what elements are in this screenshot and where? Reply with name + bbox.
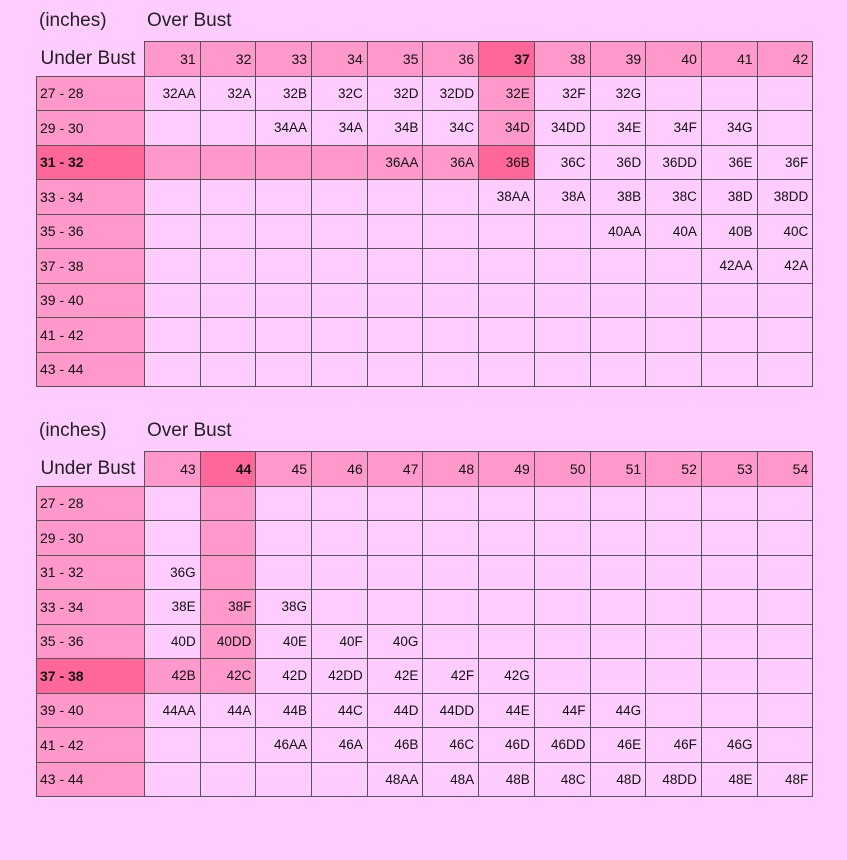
- size-cell: 46G: [701, 728, 757, 763]
- size-cell: [646, 659, 702, 694]
- under-bust-range: 37 - 38: [37, 249, 145, 284]
- size-cell: 36DD: [646, 145, 702, 180]
- table-row: [37, 283, 813, 318]
- size-cell: [534, 283, 590, 318]
- size-cell: 36D: [590, 145, 646, 180]
- size-cell: [145, 145, 201, 180]
- size-cell: [701, 318, 757, 353]
- size-cell: 46A: [312, 728, 368, 763]
- table-row: [37, 728, 813, 763]
- size-cell: [646, 590, 702, 625]
- table-row: [37, 762, 813, 797]
- size-cell: [479, 521, 535, 556]
- size-cell: [590, 590, 646, 625]
- size-cell: 32C: [312, 76, 368, 111]
- size-cell: [256, 555, 312, 590]
- over-bust-header: 36: [423, 42, 479, 77]
- size-cell: 34F: [646, 111, 702, 146]
- size-cell: [590, 249, 646, 284]
- size-cell: [479, 214, 535, 249]
- size-cell: 42G: [479, 659, 535, 694]
- size-cell: [534, 318, 590, 353]
- size-cell: [757, 590, 813, 625]
- size-cell: [145, 486, 201, 521]
- size-cell: [200, 283, 256, 318]
- size-cell: [757, 318, 813, 353]
- size-cell: 48D: [590, 762, 646, 797]
- size-cell: 34G: [701, 111, 757, 146]
- header-row: [37, 42, 813, 77]
- size-cell: [423, 180, 479, 215]
- size-cell: [646, 352, 702, 387]
- under-bust-range: 31 - 32: [37, 555, 145, 590]
- over-bust-header: 50: [534, 452, 590, 487]
- size-cell: [200, 214, 256, 249]
- size-cell: [200, 762, 256, 797]
- size-cell: 32DD: [423, 76, 479, 111]
- under-bust-range: 39 - 40: [37, 693, 145, 728]
- size-cell: 40G: [367, 624, 423, 659]
- size-cell: [200, 521, 256, 556]
- size-cell: 44G: [590, 693, 646, 728]
- size-cell: [312, 555, 368, 590]
- unit-label: (inches): [39, 420, 107, 441]
- size-cell: 36B: [479, 145, 535, 180]
- size-cell: [256, 180, 312, 215]
- size-cell: [145, 249, 201, 284]
- size-cell: [256, 352, 312, 387]
- size-cell: [479, 318, 535, 353]
- size-cell: [757, 352, 813, 387]
- over-bust-header: 31: [145, 42, 201, 77]
- under-bust-range: 37 - 38: [37, 659, 145, 694]
- size-cell: 42D: [256, 659, 312, 694]
- size-cell: [145, 521, 201, 556]
- size-cell: [479, 624, 535, 659]
- over-bust-header: 53: [701, 452, 757, 487]
- size-cell: [312, 352, 368, 387]
- size-cell: [367, 521, 423, 556]
- under-bust-range: 27 - 28: [37, 486, 145, 521]
- size-cell: [479, 249, 535, 284]
- size-cell: [757, 728, 813, 763]
- size-cell: 46DD: [534, 728, 590, 763]
- size-cell: 34E: [590, 111, 646, 146]
- size-cell: 40C: [757, 214, 813, 249]
- size-cell: [256, 318, 312, 353]
- under-bust-range: 35 - 36: [37, 624, 145, 659]
- size-cell: 48B: [479, 762, 535, 797]
- size-cell: 42DD: [312, 659, 368, 694]
- under-bust-label: Under Bust: [37, 452, 145, 487]
- size-cell: [145, 762, 201, 797]
- size-cell: 46F: [646, 728, 702, 763]
- size-cell: [590, 659, 646, 694]
- size-cell: [423, 521, 479, 556]
- size-cell: 34B: [367, 111, 423, 146]
- size-cell: [701, 76, 757, 111]
- over-bust-header: 44: [200, 452, 256, 487]
- over-bust-header: 49: [479, 452, 535, 487]
- size-cell: [757, 555, 813, 590]
- size-cell: [534, 555, 590, 590]
- size-cell: [479, 283, 535, 318]
- table-row: [37, 249, 813, 284]
- table-row: [37, 624, 813, 659]
- under-bust-range: 33 - 34: [37, 590, 145, 625]
- table-row: [37, 145, 813, 180]
- size-cell: [479, 555, 535, 590]
- size-cell: 38F: [200, 590, 256, 625]
- size-cell: 36G: [145, 555, 201, 590]
- over-bust-header: 46: [312, 452, 368, 487]
- size-cell: 48F: [757, 762, 813, 797]
- size-cell: [701, 352, 757, 387]
- size-cell: 42AA: [701, 249, 757, 284]
- unit-label: (inches): [39, 10, 107, 31]
- size-cell: [757, 76, 813, 111]
- size-cell: 42C: [200, 659, 256, 694]
- size-cell: 38AA: [479, 180, 535, 215]
- size-cell: [701, 693, 757, 728]
- under-bust-range: 41 - 42: [37, 728, 145, 763]
- over-bust-header: 39: [590, 42, 646, 77]
- size-cell: 44D: [367, 693, 423, 728]
- size-cell: [367, 318, 423, 353]
- over-bust-header: 45: [256, 452, 312, 487]
- size-cell: [646, 555, 702, 590]
- table-row: [37, 214, 813, 249]
- size-cell: [423, 318, 479, 353]
- over-bust-header: 33: [256, 42, 312, 77]
- table-row: [37, 76, 813, 111]
- size-cell: 34AA: [256, 111, 312, 146]
- under-bust-range: 27 - 28: [37, 76, 145, 111]
- size-cell: [256, 214, 312, 249]
- size-cell: [200, 555, 256, 590]
- size-cell: 32AA: [145, 76, 201, 111]
- size-cell: [757, 283, 813, 318]
- size-cell: [423, 624, 479, 659]
- size-cell: [590, 624, 646, 659]
- size-cell: 38C: [646, 180, 702, 215]
- size-cell: 32G: [590, 76, 646, 111]
- table-row: [37, 555, 813, 590]
- under-bust-range: 35 - 36: [37, 214, 145, 249]
- size-cell: 42A: [757, 249, 813, 284]
- size-cell: [534, 214, 590, 249]
- size-cell: [145, 728, 201, 763]
- size-cell: [757, 659, 813, 694]
- size-cell: [646, 624, 702, 659]
- size-cell: [757, 521, 813, 556]
- size-cell: 40B: [701, 214, 757, 249]
- size-cell: [534, 521, 590, 556]
- size-cell: 44DD: [423, 693, 479, 728]
- size-cell: [646, 283, 702, 318]
- size-cell: [423, 249, 479, 284]
- size-cell: [701, 659, 757, 694]
- size-cell: [367, 249, 423, 284]
- size-cell: 34A: [312, 111, 368, 146]
- size-cell: 36AA: [367, 145, 423, 180]
- size-cell: [701, 283, 757, 318]
- size-cell: [200, 145, 256, 180]
- size-cell: [423, 590, 479, 625]
- size-cell: 46E: [590, 728, 646, 763]
- under-bust-range: 29 - 30: [37, 521, 145, 556]
- size-cell: 44E: [479, 693, 535, 728]
- size-cell: [757, 486, 813, 521]
- size-cell: [367, 486, 423, 521]
- size-cell: [200, 318, 256, 353]
- size-cell: [646, 76, 702, 111]
- size-cell: [646, 521, 702, 556]
- under-bust-range: 31 - 32: [37, 145, 145, 180]
- size-cell: 38E: [145, 590, 201, 625]
- over-bust-header: 48: [423, 452, 479, 487]
- size-cell: [145, 352, 201, 387]
- size-cell: [367, 214, 423, 249]
- size-cell: 48E: [701, 762, 757, 797]
- size-cell: 48A: [423, 762, 479, 797]
- size-cell: [200, 111, 256, 146]
- size-cell: [590, 352, 646, 387]
- size-cell: [367, 283, 423, 318]
- size-cell: 34D: [479, 111, 535, 146]
- size-cell: 48DD: [646, 762, 702, 797]
- table-row: [37, 486, 813, 521]
- size-cell: [200, 180, 256, 215]
- size-cell: [701, 486, 757, 521]
- size-cell: 38G: [256, 590, 312, 625]
- table-row: [37, 180, 813, 215]
- size-cell: 38D: [701, 180, 757, 215]
- size-cell: [646, 249, 702, 284]
- size-cell: [367, 352, 423, 387]
- size-cell: [256, 486, 312, 521]
- size-cell: 38DD: [757, 180, 813, 215]
- size-cell: [145, 283, 201, 318]
- size-cell: 38A: [534, 180, 590, 215]
- size-cell: [367, 180, 423, 215]
- under-bust-range: 33 - 34: [37, 180, 145, 215]
- under-bust-label: Under Bust: [37, 42, 145, 77]
- size-cell: 46AA: [256, 728, 312, 763]
- size-cell: [367, 555, 423, 590]
- size-cell: 40AA: [590, 214, 646, 249]
- size-cell: 36E: [701, 145, 757, 180]
- size-cell: [200, 249, 256, 284]
- size-cell: [200, 486, 256, 521]
- over-bust-label: Over Bust: [147, 420, 232, 441]
- size-cell: [534, 352, 590, 387]
- size-cell: 32A: [200, 76, 256, 111]
- size-cell: [423, 352, 479, 387]
- size-cell: 40DD: [200, 624, 256, 659]
- over-bust-header: 47: [367, 452, 423, 487]
- size-cell: [701, 590, 757, 625]
- size-cell: [145, 214, 201, 249]
- header-row: [37, 452, 813, 487]
- size-cell: [590, 521, 646, 556]
- size-cell: [312, 590, 368, 625]
- under-bust-range: 43 - 44: [37, 762, 145, 797]
- over-bust-header: 35: [367, 42, 423, 77]
- table-row: [37, 693, 813, 728]
- size-cell: [423, 283, 479, 318]
- size-cell: [479, 486, 535, 521]
- size-cell: 40F: [312, 624, 368, 659]
- under-bust-range: 43 - 44: [37, 352, 145, 387]
- size-cell: [312, 521, 368, 556]
- size-cell: 44B: [256, 693, 312, 728]
- size-cell: [367, 590, 423, 625]
- over-bust-header: 37: [479, 42, 535, 77]
- size-cell: 32E: [479, 76, 535, 111]
- size-cell: [701, 521, 757, 556]
- size-cell: [423, 486, 479, 521]
- size-cell: [534, 590, 590, 625]
- size-cell: [312, 145, 368, 180]
- size-cell: [534, 659, 590, 694]
- size-cell: [423, 555, 479, 590]
- size-cell: 48AA: [367, 762, 423, 797]
- table-row: [37, 111, 813, 146]
- size-cell: 34C: [423, 111, 479, 146]
- over-bust-header: 54: [757, 452, 813, 487]
- size-cell: [646, 318, 702, 353]
- over-bust-header: 38: [534, 42, 590, 77]
- size-cell: [590, 283, 646, 318]
- table-row: [37, 590, 813, 625]
- over-bust-header: 32: [200, 42, 256, 77]
- size-cell: [701, 624, 757, 659]
- size-cell: [200, 728, 256, 763]
- size-cell: 32D: [367, 76, 423, 111]
- size-cell: 32B: [256, 76, 312, 111]
- size-cell: [312, 214, 368, 249]
- over-bust-header: 52: [646, 452, 702, 487]
- size-cell: [145, 318, 201, 353]
- over-bust-header: 34: [312, 42, 368, 77]
- size-cell: 40E: [256, 624, 312, 659]
- size-cell: 46D: [479, 728, 535, 763]
- table-row: [37, 521, 813, 556]
- size-cell: [590, 486, 646, 521]
- size-cell: [646, 693, 702, 728]
- size-cell: 44F: [534, 693, 590, 728]
- size-cell: [479, 590, 535, 625]
- over-bust-header: 51: [590, 452, 646, 487]
- size-cell: [534, 624, 590, 659]
- size-cell: [256, 145, 312, 180]
- table-row: [37, 659, 813, 694]
- under-bust-range: 29 - 30: [37, 111, 145, 146]
- size-cell: [312, 283, 368, 318]
- over-bust-header: 40: [646, 42, 702, 77]
- over-bust-header: 41: [701, 42, 757, 77]
- size-cell: 32F: [534, 76, 590, 111]
- size-cell: 46B: [367, 728, 423, 763]
- size-cell: 42E: [367, 659, 423, 694]
- size-chart-table-1: [36, 41, 813, 387]
- size-cell: [534, 486, 590, 521]
- size-cell: [590, 555, 646, 590]
- size-cell: 40D: [145, 624, 201, 659]
- under-bust-range: 41 - 42: [37, 318, 145, 353]
- size-cell: 34DD: [534, 111, 590, 146]
- over-bust-label: Over Bust: [147, 10, 232, 31]
- size-cell: [479, 352, 535, 387]
- size-cell: 40A: [646, 214, 702, 249]
- size-cell: 44AA: [145, 693, 201, 728]
- size-cell: [312, 762, 368, 797]
- size-cell: 36C: [534, 145, 590, 180]
- size-cell: [646, 486, 702, 521]
- size-cell: 42B: [145, 659, 201, 694]
- size-cell: [590, 318, 646, 353]
- size-cell: 38B: [590, 180, 646, 215]
- size-cell: 46C: [423, 728, 479, 763]
- size-cell: [200, 352, 256, 387]
- size-cell: [256, 283, 312, 318]
- over-bust-header: 42: [757, 42, 813, 77]
- table-row: [37, 318, 813, 353]
- size-cell: 42F: [423, 659, 479, 694]
- size-cell: [312, 180, 368, 215]
- size-cell: [534, 249, 590, 284]
- size-cell: 44C: [312, 693, 368, 728]
- size-cell: [145, 111, 201, 146]
- table-row: [37, 352, 813, 387]
- size-cell: [757, 111, 813, 146]
- size-chart-table-2: [36, 451, 813, 797]
- size-cell: [757, 624, 813, 659]
- size-cell: [312, 249, 368, 284]
- under-bust-range: 39 - 40: [37, 283, 145, 318]
- size-cell: 44A: [200, 693, 256, 728]
- over-bust-header: 43: [145, 452, 201, 487]
- size-cell: [312, 318, 368, 353]
- size-cell: [256, 521, 312, 556]
- size-cell: [701, 555, 757, 590]
- size-cell: [256, 762, 312, 797]
- size-cell: [145, 180, 201, 215]
- size-cell: 48C: [534, 762, 590, 797]
- size-cell: [423, 214, 479, 249]
- size-cell: [312, 486, 368, 521]
- size-cell: 36F: [757, 145, 813, 180]
- size-cell: [256, 249, 312, 284]
- size-cell: [757, 693, 813, 728]
- size-cell: 36A: [423, 145, 479, 180]
